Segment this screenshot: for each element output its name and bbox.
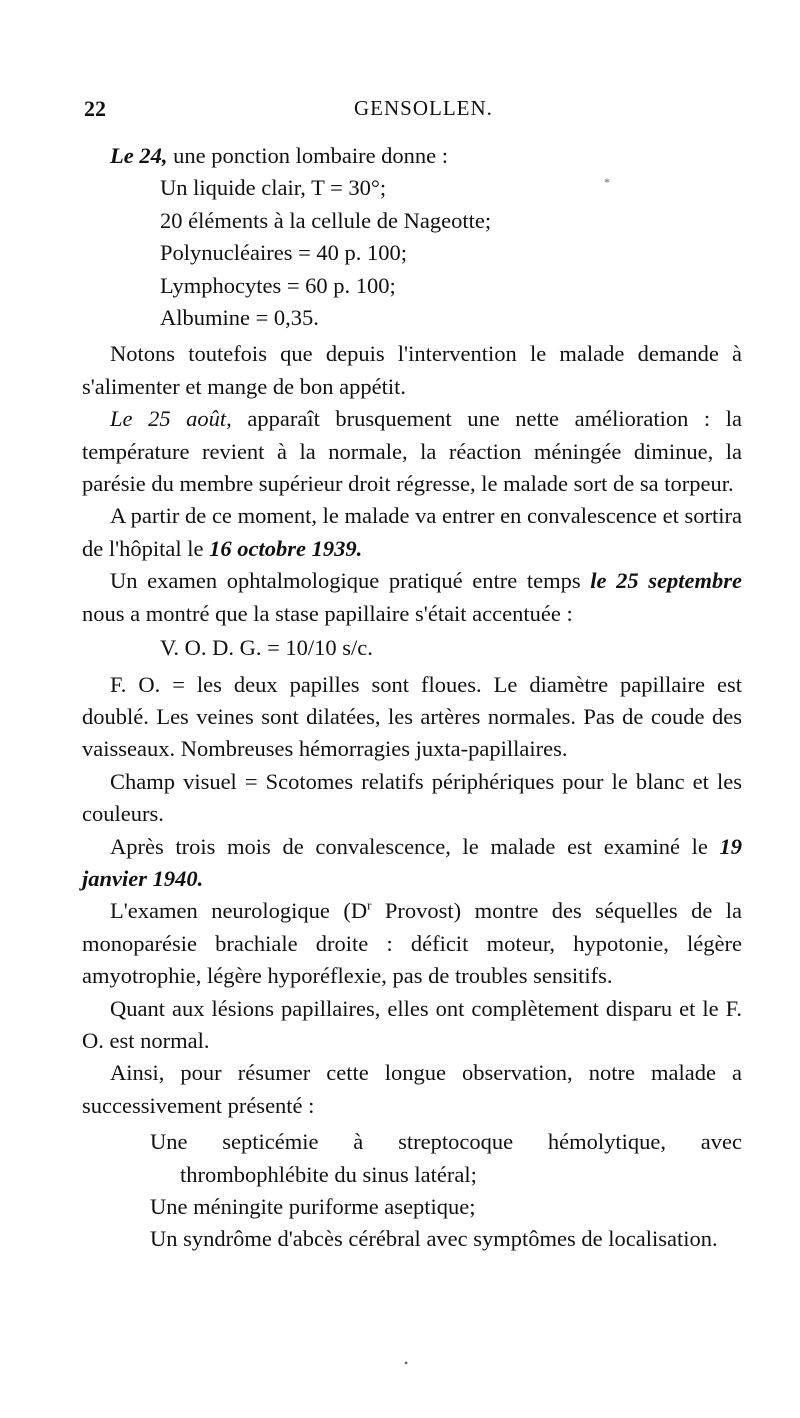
visual-acuity-line: V. O. D. G. = 10/10 s/c.	[160, 635, 373, 661]
ink-speck: *	[604, 175, 610, 189]
ink-speck: •	[404, 1356, 409, 1370]
csf-results	[82, 172, 742, 334]
paragraph-text: une ponction lombaire donne :	[167, 143, 449, 168]
date-25-aout: Le 25 août,	[110, 406, 232, 432]
summary-item: Une méningite puriforme aseptique;	[150, 1194, 476, 1219]
paragraph-visual-field: Champ visuel = Scotomes relatifs périphériques pour le blanc et les couleurs.	[82, 768, 742, 827]
running-title: GENSOLLEN.	[354, 96, 493, 120]
paragraph-papillary: Quant aux lésions papillaires, elles ont complètement disparu et le F. O. est normal.	[82, 995, 742, 1053]
paragraph-ophthalmology	[82, 565, 742, 630]
summary-item: Une septicémie à streptocoque hémolytique, avec thrombophlébite du sinus latéral;	[150, 1129, 742, 1187]
date-16-octobre: 16 octobre 1939.	[209, 535, 363, 561]
date-24: Le 24,	[110, 143, 168, 168]
csf-line: Polynucléaires = 40 p. 100;	[160, 240, 408, 266]
paragraph-improvement	[82, 403, 742, 500]
summary-list	[82, 1126, 742, 1256]
superscript: r	[367, 897, 372, 913]
page-number: 22	[84, 96, 106, 121]
paragraph-text: A partir de ce moment, le malade va entrer en convalescence et sortira de l'hôpital le	[82, 503, 742, 561]
paragraph-text: Après trois mois de convalescence, le malade est examiné le	[110, 833, 720, 859]
paragraph-lumbar-puncture	[82, 140, 742, 172]
csf-line: 20 éléments à la cellule de Nageotte;	[160, 207, 492, 233]
paragraph-convalescence	[82, 500, 742, 565]
page-header	[84, 96, 744, 126]
paragraph-appetite: Notons toutefois que depuis l'intervention le malade demande à s'alimenter et mange de bon appétit.	[82, 341, 742, 399]
paragraph-text: L'examen neurologique (D	[110, 898, 368, 924]
paragraph-fundus: F. O. = les deux papilles sont floues. Le diamètre papillaire est doublé. Les veines sont dilatées, les artères normales. Pas de coude des vaisseaux. Nombreuses hémorragies juxta-papillaires.	[82, 671, 742, 762]
summary-item: Un syndrôme d'abcès cérébral avec symptômes de localisation.	[150, 1226, 718, 1252]
paragraph-text: Un examen ophtalmologique pratiqué entre temps	[110, 568, 591, 594]
csf-line: Lymphocytes = 60 p. 100;	[160, 272, 396, 298]
paragraph-text: nous a montré que la stase papillaire s'était accentuée :	[82, 600, 573, 626]
csf-line: Albumine = 0,35.	[160, 305, 319, 331]
paragraph-neurology	[82, 895, 742, 992]
page-body	[82, 140, 742, 1256]
paragraph-text: Provost) montre des séquelles de la monoparésie brachiale droite : déficit moteur, hypotonie, légère amyotrophie, légère hyporéflexie, pas de troubles sensitifs.	[82, 898, 742, 989]
date-19-janvier: 19 janvier 1940.	[82, 833, 742, 891]
paragraph-examination	[82, 831, 742, 896]
paragraph-text: apparaît brusquement une nette amélioration : la température revient à la normale, la réaction méningée diminue, la parésie du membre supérieur droit régresse, le malade sort de sa torpeur.	[82, 406, 742, 497]
csf-line: Un liquide clair, T = 30°;	[160, 175, 387, 201]
date-25-septembre: le 25 septembre	[590, 568, 743, 594]
paragraph-summary-intro: Ainsi, pour résumer cette longue observation, notre malade a successivement présenté :	[82, 1060, 742, 1118]
